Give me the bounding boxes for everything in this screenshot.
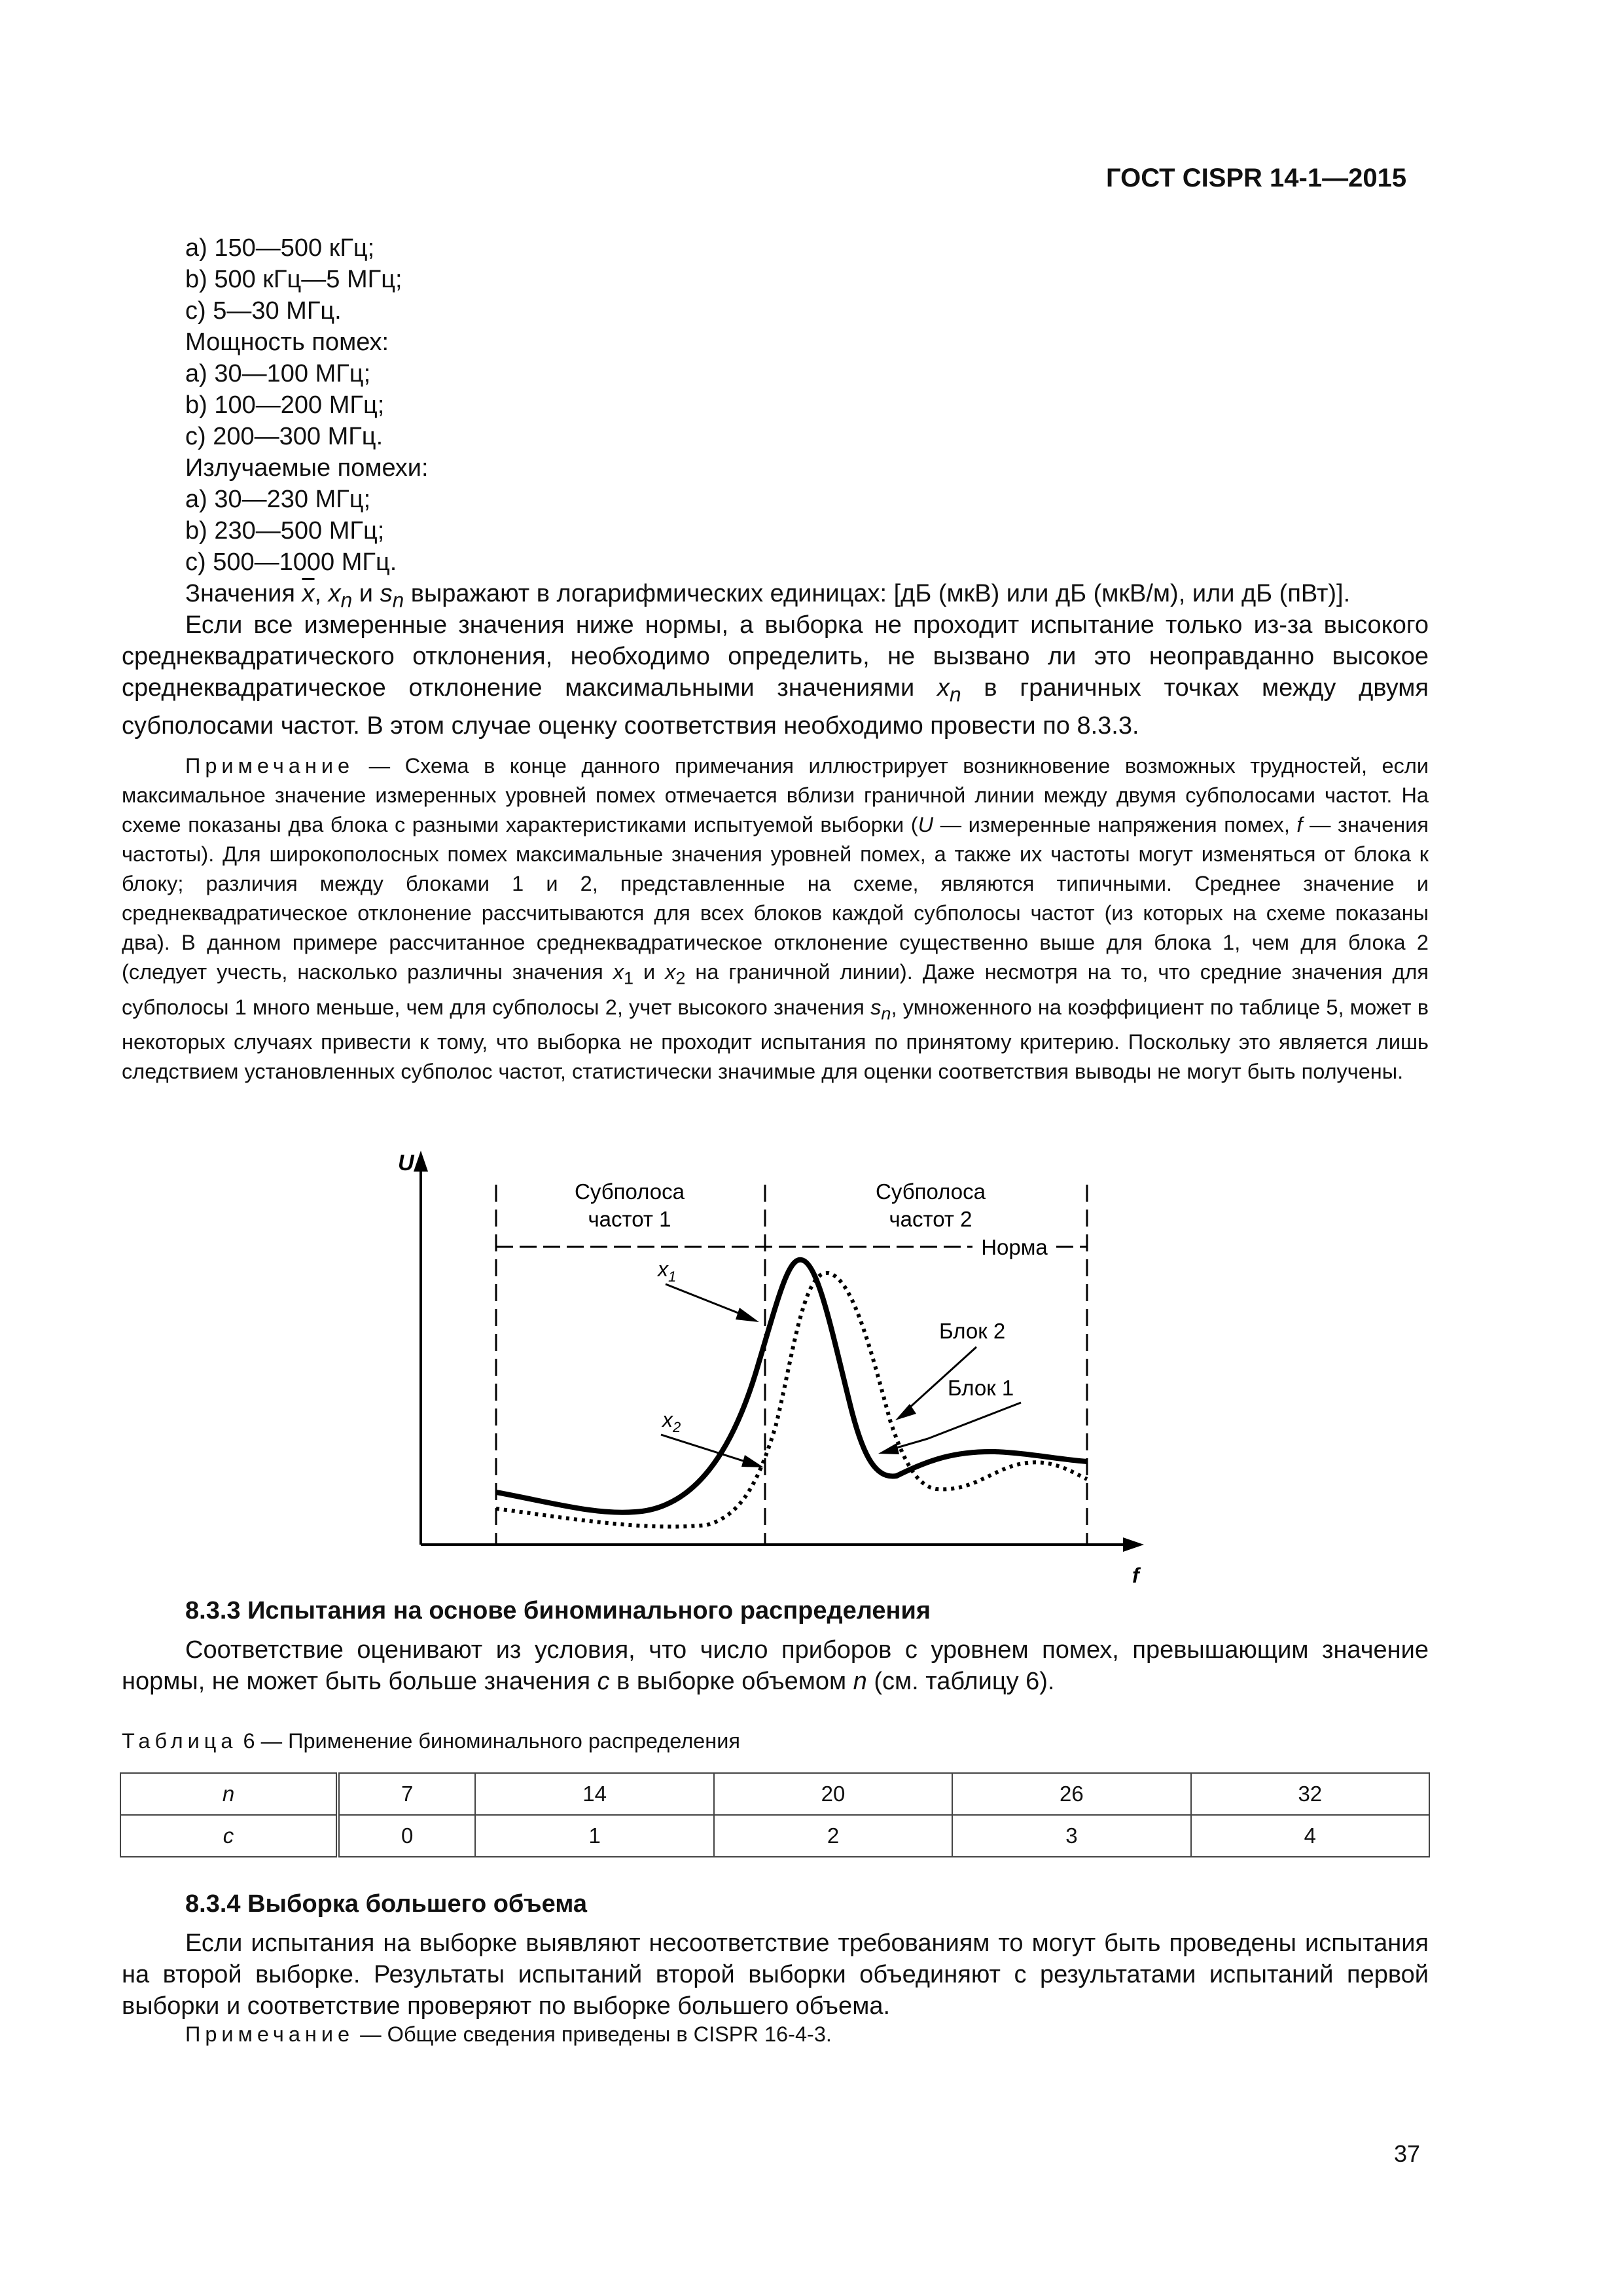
- band1-label-line2: частот 1: [588, 1207, 671, 1231]
- row-header-n: n: [120, 1773, 338, 1815]
- band2-label-line1: Субполоса: [876, 1179, 986, 1204]
- band1-label-line1: Субполоса: [575, 1179, 685, 1204]
- table-cell: 4: [1191, 1815, 1429, 1857]
- note-paragraph: Примечание — Схема в конце данного примечания иллюстрирует возникновение возможных трудностей, если максимальное значение измеренных уровней помех отмечается вблизи граничной линии между двумя субполосами частот. На схеме показаны два блока с разными характеристиками испытуемой выборки (U — измеренные напряжения помех, f — значения частоты). Для широкополосных помех максимальные значения уровней помех, а также их частоты могут изменяться от блока к блоку; различия между блоками 1 и 2, представленные на схеме, являются типичными. Среднее значение и среднеквадратическое отклонение рассчитываются для всех блоков каждой субполосы частот (из которых на схеме показаны два). В данном примере рассчитанное среднеквадратическое отклонение существенно выше для блока 1, чем для блока 2 (следует учесть, насколько различны значения $x_1$ и $x_2$ на граничной линии). Даже несмотря на то, что средние значения для субполосы 1 много меньше, чем для субполосы 2, учет высокого значения $s_n$, умноженного на коэффициент по таблице 5, может в некоторых случаях привести к тому, что выборка не проходит испытания по принятому критерию. Поскольку это является лишь следствием установленных субполос частот, статистически значимые для оценки соответствия выводы не могут быть получены.: [122, 754, 1429, 1083]
- block1-arrowhead: [878, 1443, 899, 1454]
- y-axis-arrow: [414, 1151, 428, 1172]
- x-axis-label: f: [1132, 1564, 1139, 1587]
- block1-leader: [928, 1403, 1021, 1439]
- x2-leader: [661, 1435, 749, 1463]
- norm-label: Норма: [981, 1235, 1048, 1259]
- list-line: a) 150—500 кГц;: [185, 234, 375, 262]
- list-heading: Излучаемые помехи:: [185, 454, 429, 482]
- list-line: b) 230—500 МГц;: [185, 517, 385, 545]
- table-row-c: [120, 1815, 1429, 1857]
- frequency-list: [185, 232, 1429, 616]
- block1-label: Блок 1: [948, 1376, 1014, 1400]
- table-cell: 2: [714, 1815, 952, 1857]
- band2-label-line2: частот 2: [889, 1207, 972, 1231]
- y-axis-label: U: [398, 1151, 414, 1175]
- page-number: 37: [1394, 2140, 1421, 2167]
- row-header-c: c: [120, 1815, 338, 1857]
- list-line: b) 100—200 МГц;: [185, 391, 385, 419]
- section-8-3-4-text: Если испытания на выборке выявляют несоответствие требованиям то могут быть проведены испытания на второй выборке. Результаты испытаний второй выборки объединяют с результатами испытаний первой выборки и соответствие проверяют по выборке большего объема.: [122, 1929, 1429, 2020]
- table-cell: 1: [475, 1815, 713, 1857]
- note-2: Примечание — Общие сведения приведены в CISPR 16-4-3.: [185, 2022, 832, 2046]
- paragraph-std-deviation: Если все измеренные значения ниже нормы, а выборка не проходит испытание только из-за высокого среднеквадратического отклонения, необходимо определить, не вызвано ли это неоправданно высокое среднеквадратическое отклонение максимальными значениями $x_n$ в граничных точках между двумя субполосами частот. В этом случае оценку соответствия необходимо провести по 8.3.3.: [122, 611, 1429, 740]
- list-heading: Мощность помех:: [185, 329, 389, 356]
- list-line: b) 500 кГц—5 МГц;: [185, 266, 402, 293]
- x1-leader: [666, 1284, 745, 1316]
- table-cell: 20: [714, 1773, 952, 1815]
- x-axis-arrow: [1123, 1537, 1144, 1552]
- section-8-3-4-title: 8.3.4 Выборка большего объема: [185, 1890, 587, 1918]
- document-header: ГОСТ CISPR 14-1—2015: [1106, 164, 1407, 192]
- x2-arrowhead: [741, 1455, 764, 1467]
- note-label: Примечание: [185, 754, 355, 778]
- table-binomial: [120, 1772, 1430, 1857]
- list-line: c) 5—30 МГц.: [185, 297, 342, 325]
- table-cell: 14: [475, 1773, 713, 1815]
- table-cell: 32: [1191, 1773, 1429, 1815]
- table-cell: 26: [952, 1773, 1190, 1815]
- block2-arrowhead: [895, 1404, 916, 1420]
- x2-label: $x_2$: [662, 1408, 681, 1435]
- list-line: c) 500—1000 МГц.: [185, 548, 397, 576]
- units-line: Значения $\overline{x}$, $x_n$ и $s_n$ выражают в логарифмических единицах: [дБ (мкВ) или дБ (мкВ/м), или дБ (пВт)].: [185, 580, 1351, 612]
- subband-diagram: [366, 1139, 1171, 1590]
- block2-label: Блок 2: [939, 1319, 1006, 1343]
- section-8-3-3-text: Соответствие оценивают из условия, что число приборов с уровнем помех, превышающим значение нормы, не может быть больше значения c в выборке объемом n (см. таблицу 6).: [122, 1636, 1429, 1695]
- list-line: a) 30—100 МГц;: [185, 360, 371, 387]
- x1-label: $x_1$: [658, 1257, 677, 1285]
- section-8-3-3-title: 8.3.3 Испытания на основе биноминального распределения: [185, 1597, 931, 1624]
- table-caption: Таблица 6 — Применение биноминального распределения: [122, 1729, 740, 1753]
- table-cell: 3: [952, 1815, 1190, 1857]
- table-cell: 7: [338, 1773, 475, 1815]
- list-line: c) 200—300 МГц.: [185, 423, 383, 450]
- table-row-n: [120, 1773, 1429, 1815]
- x1-arrowhead: [736, 1308, 759, 1322]
- table-cell: 0: [338, 1815, 475, 1857]
- list-line: a) 30—230 МГц;: [185, 486, 371, 513]
